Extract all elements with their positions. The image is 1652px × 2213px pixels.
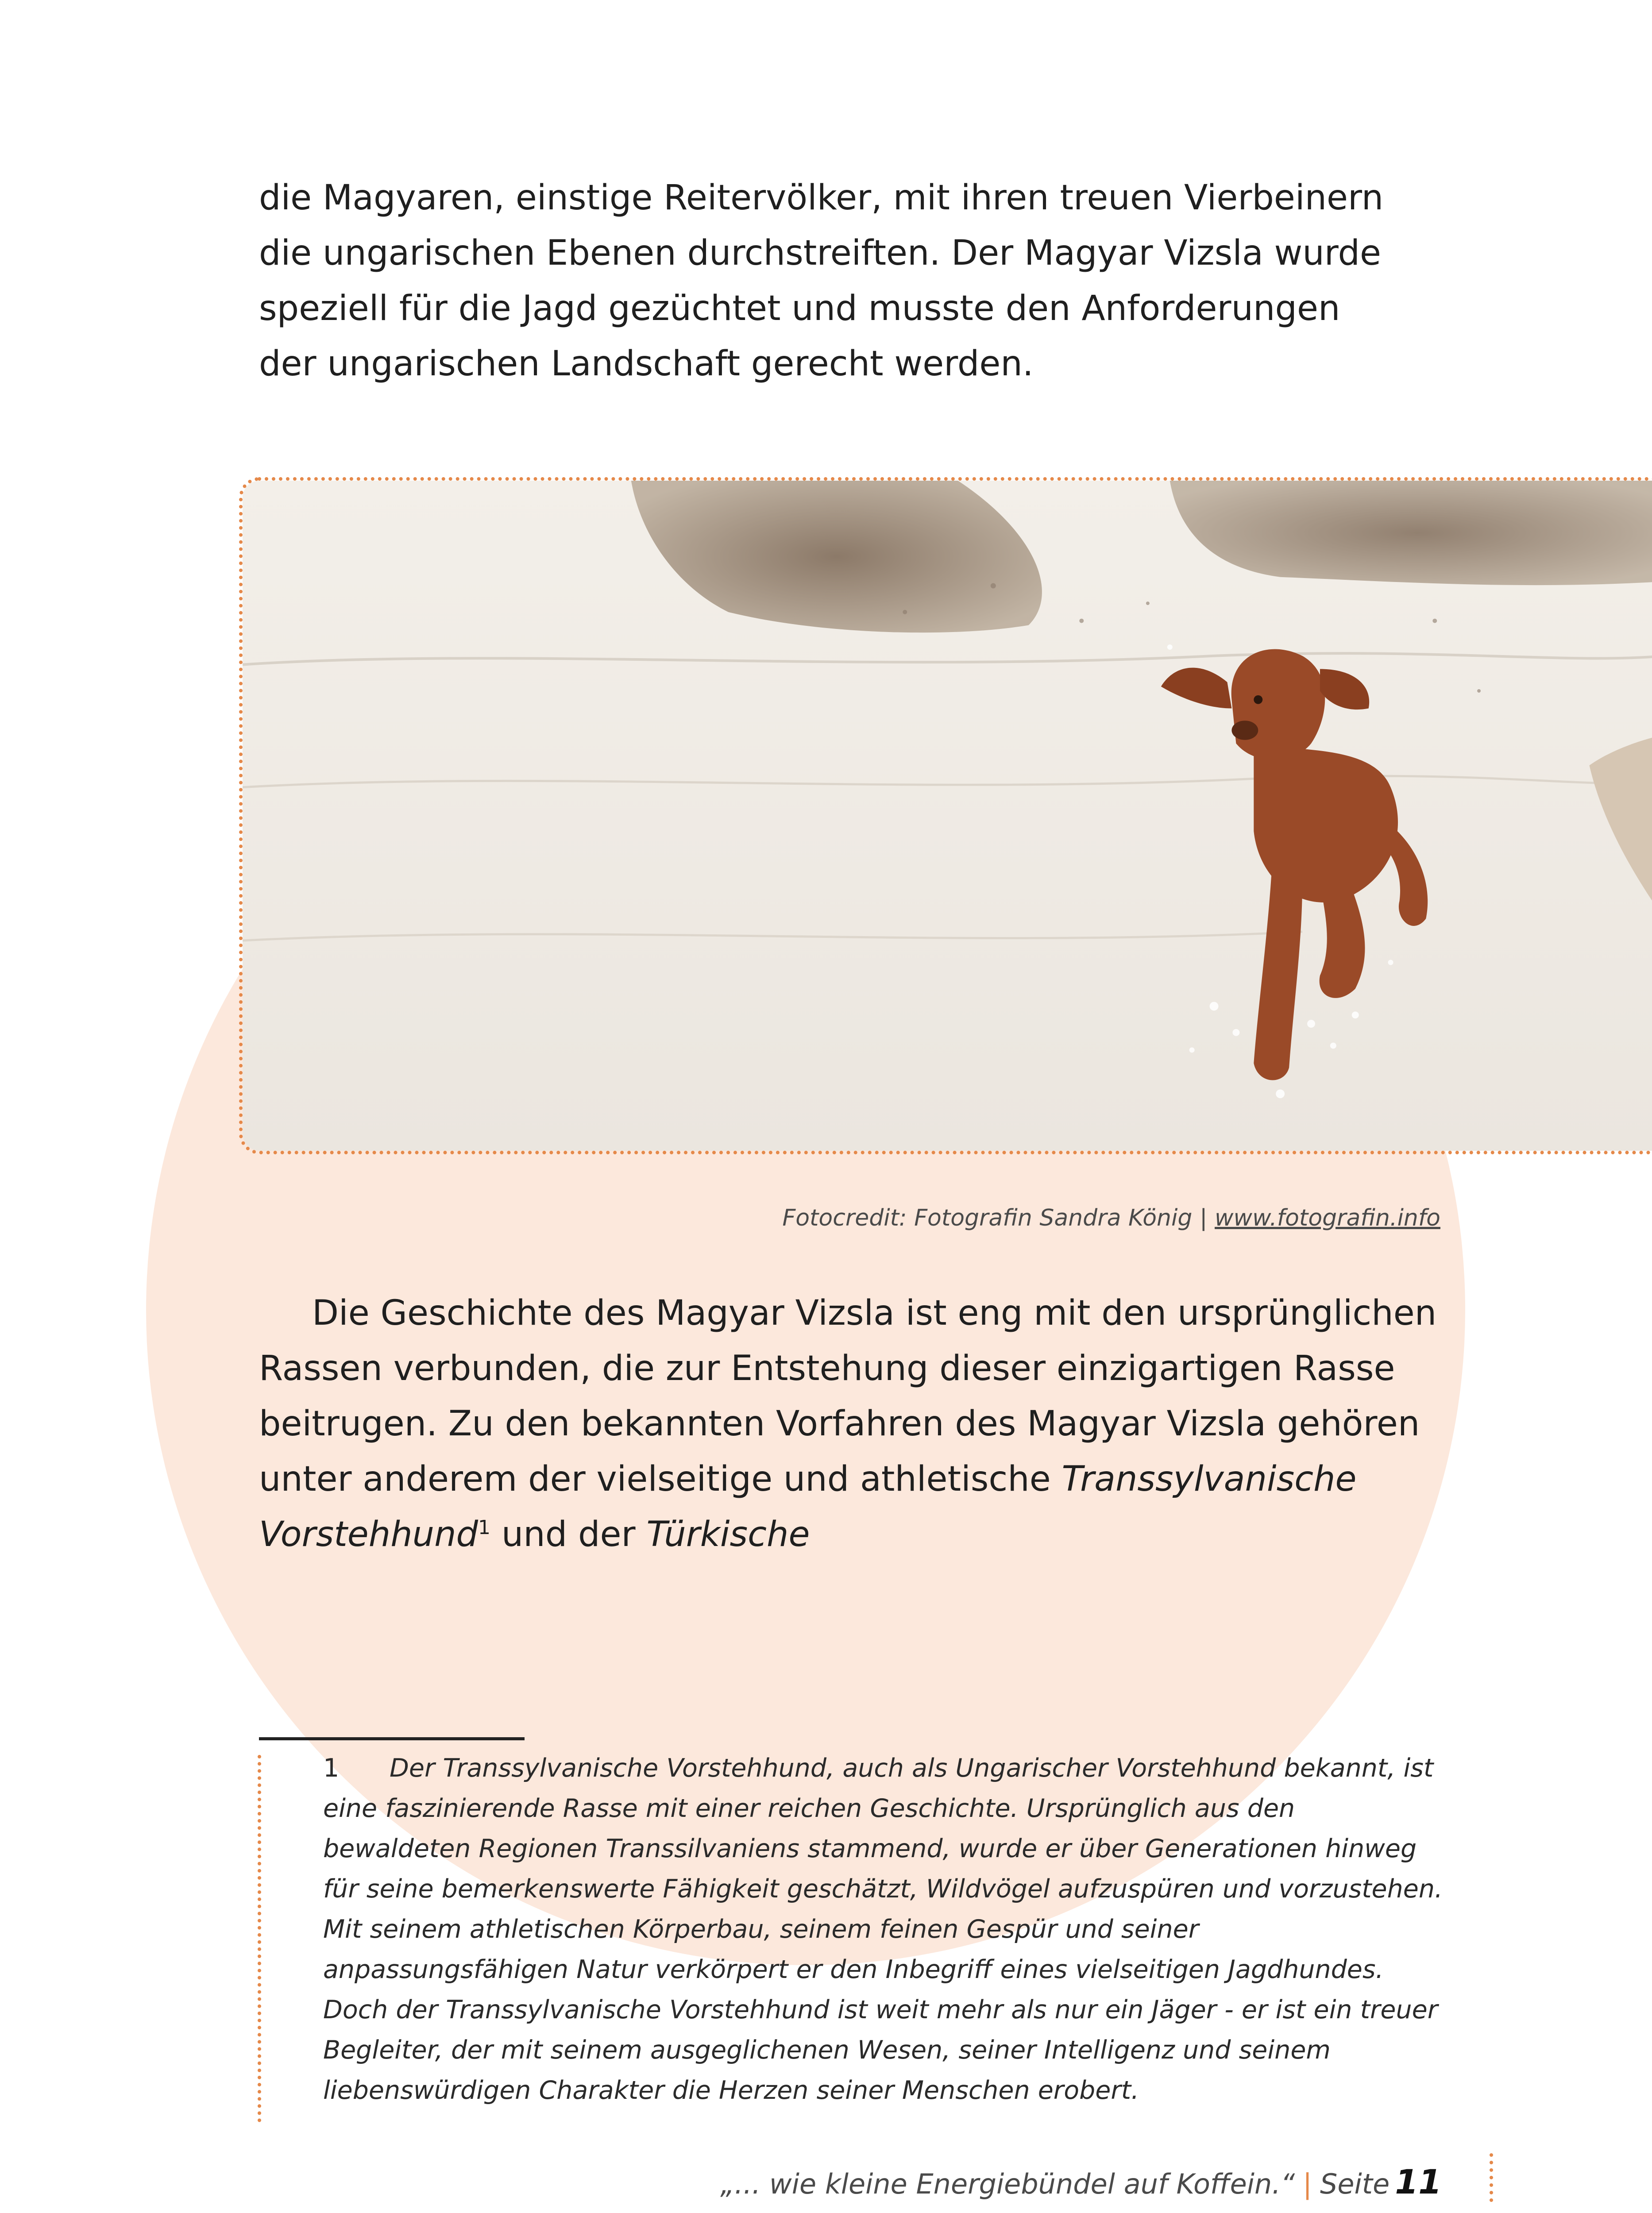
body-text-start: Die Geschichte des Magyar Vizsla ist eng mit den ursprünglichen Rassen verbunden, die zur Entstehung dieser einzigartigen Rasse beitrugen. Zu den bekannten Vorfahren des Magyar Vizsla gehören unter anderem der vielseitige und athletische [259, 1293, 1437, 1499]
page-label: Seite [1320, 2168, 1390, 2200]
breed-name-turkish: Türkische [646, 1515, 810, 1554]
intro-line: der ungarischen Landschaft gerecht werden. [259, 344, 1034, 384]
intro-line: speziell für die Jagd gezüchtet und musste den Anforderungen [259, 289, 1340, 328]
page-footer [720, 2162, 1442, 2201]
footnote-text: Der Transsylvanische Vorstehhund, auch als Ungarischer Vorstehhund bekannt, ist eine faszinierende Rasse mit einer reichen Geschichte. Ursprünglich aus den bewaldeten Regionen Transsilvaniens stammend, wurde er über Generationen hinweg für seine bemerkenswerte Fähigkeit geschätzt, Wildvögel aufzuspüren und vorzustehen. Mit seinem athletischen Körperbau, seinem feinen Gespür und seiner anpassungsfähigen Natur verkörpert er den Inbegriff eines vielseitigen Jagdhundes. Doch der Transsylvanische Vorstehhund ist weit mehr als nur ein Jäger - er ist ein treuer Begleiter, der mit seinem ausgeglichenen Wesen, seiner Intelligenz und seinem liebenswürdigen Charakter die Herzen seiner Menschen erobert. [323, 1754, 1443, 2105]
page-number: 11 [1395, 2162, 1442, 2201]
footer-quote: „... wie kleine Energiebündel auf Koffein.“ [720, 2168, 1295, 2200]
footer-dotted-bar [1490, 2153, 1493, 2202]
breed-name-transsylvanian: Transsylvanische Vorstehhund [259, 1459, 1357, 1554]
body-paragraph-text [259, 1286, 1454, 1562]
vizsla-running-in-water-image [243, 481, 1652, 1151]
footnote-reference[interactable]: 1 [478, 1516, 491, 1539]
intro-line: die Magyaren, einstige Reitervölker, mit ihren treuen Vierbeinern [259, 178, 1384, 218]
body-text-middle: und der [490, 1515, 647, 1554]
intro-line: die ungarischen Ebenen durchstreiften. Der Magyar Vizsla wurde [259, 233, 1381, 273]
footnote-dotted-bar [258, 1755, 261, 2122]
body-paragraph [259, 1286, 1454, 1562]
credit-link[interactable]: www.fotografin.info [1215, 1205, 1440, 1231]
intro-paragraph [259, 170, 1454, 392]
photo-credit [782, 1205, 1440, 1231]
dog-photo [239, 477, 1652, 1154]
footnote-rule [259, 1737, 525, 1740]
footnote [323, 1748, 1443, 2111]
credit-text: Fotocredit: Fotografin Sandra König | [782, 1205, 1215, 1231]
footnote-number: 1 [323, 1754, 340, 1783]
footer-separator: | [1303, 2168, 1312, 2200]
